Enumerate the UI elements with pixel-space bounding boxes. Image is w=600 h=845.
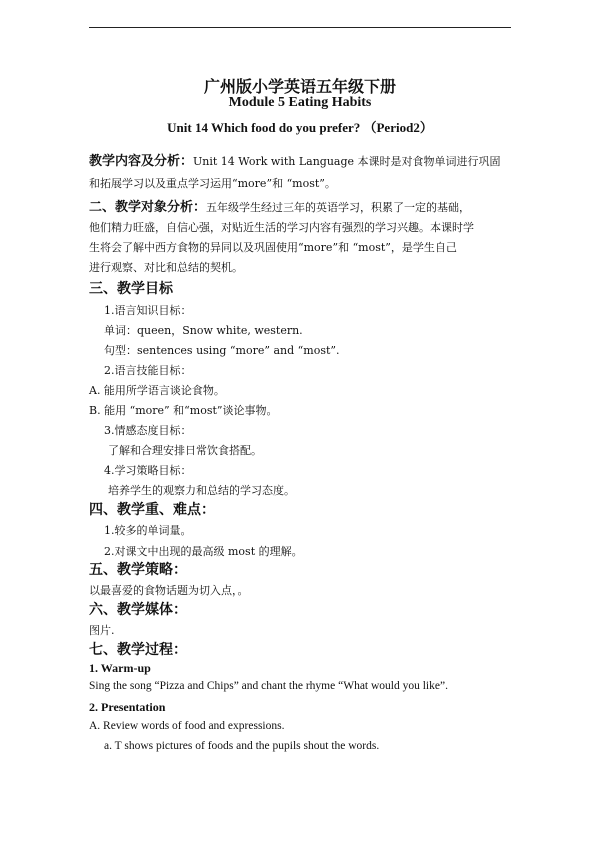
objective-item: 单词：queen，Snow white, western. xyxy=(104,324,303,337)
section-heading: 教学内容及分析： xyxy=(89,154,194,169)
objective-item: 4.学习策略目标： xyxy=(104,464,192,477)
section-heading: 五、教学策略： xyxy=(89,562,187,578)
module-title: Module 5 Eating Habits xyxy=(228,95,372,110)
objective-item: 3.情感态度目标： xyxy=(104,424,192,437)
paragraph-line: Unit 14 Work with Language 本课时是对食物单词进行巩固 xyxy=(193,155,501,168)
unit-title: Unit 14 Which food do you prefer? （Period2） xyxy=(167,120,433,135)
key-point-item: 2.对课文中出现的最高级 most 的理解。 xyxy=(104,545,303,558)
section-heading: 七、教学过程： xyxy=(89,642,187,658)
objective-item: 1.语言知识目标： xyxy=(104,304,192,317)
step-text: a. T shows pictures of foods and the pupils shout the words. xyxy=(104,740,380,752)
document-title: 广州版小学英语五年级下册 xyxy=(203,77,396,96)
step-text: Sing the song “Pizza and Chips” and chant the rhyme “What would you like”. xyxy=(89,680,448,692)
paragraph-line: 进行观察、对比和总结的契机。 xyxy=(89,261,243,274)
paragraph-line: 五年级学生经过三年的英语学习，积累了一定的基础， xyxy=(206,201,471,214)
paragraph-line: 生将会了解中西方食物的异同以及巩固使用“more”和 “most”，是学生自己 xyxy=(89,241,457,254)
paragraph-line: 和拓展学习以及重点学习运用“more”和 “most”。 xyxy=(89,177,336,190)
paragraph-line: 他们精力旺盛，自信心强，对贴近生活的学习内容有强烈的学习兴趣。本课时学 xyxy=(89,221,474,234)
section-heading: 四、教学重、难点： xyxy=(89,502,215,518)
section-heading: 六、教学媒体： xyxy=(89,602,187,618)
objective-item: 了解和合理安排日常饮食搭配。 xyxy=(108,444,262,457)
objective-item: B. 能用 “more” 和“most”谈论事物。 xyxy=(89,404,278,417)
header-rule xyxy=(89,27,511,28)
objective-item: 句型：sentences using “more” and “most”. xyxy=(104,344,340,357)
strategy-text: 以最喜爱的食物话题为切入点，。 xyxy=(89,584,249,597)
section-student-analysis xyxy=(89,200,470,215)
objective-item: 培养学生的观察力和总结的学习态度。 xyxy=(108,484,295,497)
media-text: 图片. xyxy=(89,624,115,637)
section-heading: 二、教学对象分析： xyxy=(89,200,207,215)
step-text: A. Review words of food and expressions. xyxy=(89,720,285,732)
key-point-item: 1.较多的单词量。 xyxy=(104,524,192,537)
section-heading: 三、教学目标 xyxy=(89,281,173,297)
step-heading: 1. Warm-up xyxy=(89,661,151,675)
objective-item: 2.语言技能目标： xyxy=(104,364,192,377)
objective-item: A. 能用所学语言谈论食物。 xyxy=(89,384,225,397)
step-heading: 2. Presentation xyxy=(89,700,166,714)
section-content-analysis xyxy=(89,154,501,169)
